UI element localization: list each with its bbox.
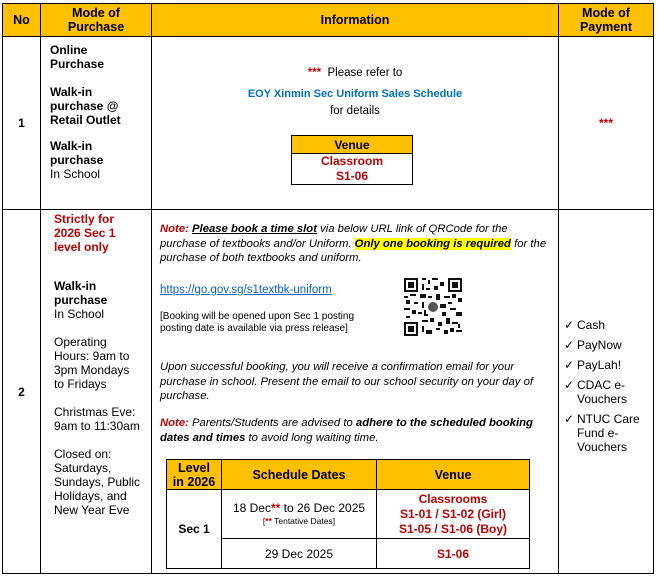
schedule-table bbox=[166, 459, 530, 569]
row2-note1-end: for the purchase of both textbooks and uniform. bbox=[160, 237, 547, 264]
row2-note1-rest: via below URL link of QRCode for the purchase of textbooks and/or Uniform. bbox=[160, 223, 508, 250]
row1-mode-walkin-sub: In School bbox=[50, 167, 101, 181]
payment-cash bbox=[564, 318, 649, 332]
qr-code-icon[interactable] bbox=[404, 278, 462, 336]
check-icon: ✓ bbox=[564, 378, 575, 392]
check-icon: ✓ bbox=[564, 338, 575, 352]
row2-note1-highlight: Only one booking is required bbox=[354, 237, 511, 250]
row2-note2 bbox=[160, 416, 552, 445]
sched-row1-stars: ** bbox=[270, 501, 281, 515]
header-no bbox=[2, 3, 41, 37]
sched-row1-venue1: Classrooms bbox=[418, 491, 488, 506]
row1-venue-line1: Classroom bbox=[320, 154, 384, 168]
sched-header-dates-text: Schedule Dates bbox=[252, 467, 346, 482]
sched-tentative-text: Tentative Dates] bbox=[271, 516, 336, 526]
row2-modes-cell bbox=[40, 209, 152, 574]
row2-operating: Operating Hours: 9am to 3pm Mondays to Fridays bbox=[54, 335, 130, 391]
sched-tentative-stars: ** bbox=[265, 516, 272, 526]
sched-row1-date-b: to 26 Dec 2025 bbox=[280, 501, 366, 515]
row2-walkin-sub: In School bbox=[54, 307, 105, 321]
row1-stars: *** bbox=[307, 67, 322, 79]
row2-no-cell bbox=[2, 209, 41, 574]
row2-note1 bbox=[160, 222, 552, 266]
check-icon: ✓ bbox=[564, 318, 575, 332]
row2-confirmation: Upon successful booking, you will receive a confirmation email for your purchase in school. Present the email to our school security on your day of purchase. bbox=[160, 361, 533, 402]
sched-header-venue bbox=[377, 460, 530, 490]
row1-no: 1 bbox=[18, 116, 25, 130]
row1-info-cell bbox=[151, 36, 559, 210]
payment-cash-label: Cash bbox=[577, 318, 606, 332]
row1-venue-header bbox=[292, 136, 412, 154]
header-information bbox=[151, 3, 559, 37]
row2-payment-cell bbox=[558, 209, 654, 574]
header-mode-of-payment-text: Mode of Payment bbox=[579, 6, 633, 34]
payment-paylah-label: PayLah! bbox=[577, 358, 622, 372]
row2-booking-url[interactable]: https://go.gov.sg/s1textbk-uniform bbox=[160, 284, 332, 296]
row1-refer-text: Please refer to bbox=[327, 67, 403, 79]
sched-header-dates bbox=[222, 460, 377, 490]
row1-payment-cell bbox=[558, 36, 654, 210]
check-icon: ✓ bbox=[564, 412, 575, 426]
sched-header-level bbox=[167, 460, 222, 490]
row2-info-cell bbox=[151, 209, 559, 574]
row1-venue-header-text: Venue bbox=[334, 137, 370, 152]
row2-walkin-title: Walk-in purchase bbox=[54, 279, 108, 307]
row1-for-details: for details bbox=[330, 105, 380, 117]
row2-note1-label: Note: bbox=[160, 223, 189, 235]
sched-header-venue-text: Venue bbox=[434, 467, 472, 482]
sched-tentative-open: [ bbox=[262, 516, 266, 526]
row2-no: 2 bbox=[18, 384, 25, 399]
row1-payment: *** bbox=[598, 116, 613, 130]
header-information-text: Information bbox=[320, 13, 390, 27]
row2-christmas: Christmas Eve: 9am to 11:30am bbox=[54, 405, 140, 433]
row1-schedule-link[interactable]: EOY Xinmin Sec Uniform Sales Schedule bbox=[247, 88, 463, 100]
sched-level: Sec 1 bbox=[167, 490, 222, 569]
header-mode-of-payment bbox=[558, 3, 654, 37]
row1-mode-walkin: Walk-in purchase bbox=[50, 139, 104, 167]
sched-row2-date: 29 Dec 2025 bbox=[222, 539, 377, 569]
row2-closed: Closed on: Saturdays, Sundays, Public Holidays, and New Year Eve bbox=[54, 447, 141, 517]
sched-row1-dates bbox=[222, 490, 377, 539]
header-no-text: No bbox=[13, 13, 30, 27]
row2-note2-label: Note: bbox=[160, 417, 189, 429]
row1-mode-online: Online Purchase bbox=[50, 43, 105, 71]
row2-booking-note: [Booking will be opened upon Sec 1 posting posting date is available via press release] bbox=[160, 311, 355, 334]
row1-modes-cell bbox=[40, 36, 152, 210]
header-mode-of-purchase bbox=[40, 3, 152, 37]
header-mode-of-purchase-text: Mode of Purchase bbox=[67, 6, 125, 34]
payment-cdac-label: CDAC e-Vouchers bbox=[577, 378, 628, 406]
check-icon: ✓ bbox=[564, 358, 575, 372]
payment-paynow bbox=[564, 338, 649, 352]
sched-row2-venue: S1-06 bbox=[377, 539, 530, 569]
sched-row1-venue2: S1-01 / S1-02 (Girl) bbox=[399, 506, 507, 521]
payment-paynow-label: PayNow bbox=[577, 338, 622, 352]
sched-row1-venue bbox=[377, 490, 530, 539]
sched-header-level-text: Level in 2026 bbox=[172, 460, 216, 489]
row1-refer-line bbox=[152, 67, 558, 79]
row2-note2-b: adhere to the scheduled booking dates and times bbox=[160, 417, 533, 444]
row2-note2-a: Parents/Students are advised to bbox=[188, 417, 356, 429]
row2-strict-line: Strictly for 2026 Sec 1 level only bbox=[54, 212, 116, 254]
payment-ntuc-label: NTUC Care Fund e-Vouchers bbox=[577, 412, 640, 454]
row2-note2-c: to avoid long waiting time. bbox=[245, 431, 379, 444]
payment-cdac bbox=[564, 378, 649, 406]
payment-ntuc bbox=[564, 412, 649, 454]
row2-note1-underlined: Please book a time slot bbox=[192, 223, 317, 235]
payment-paylah bbox=[564, 358, 649, 372]
row1-no-cell bbox=[2, 36, 41, 210]
sched-row1-venue3: S1-05 / S1-06 (Boy) bbox=[398, 521, 508, 536]
row1-mode-retail: Walk-in purchase @ Retail Outlet bbox=[50, 85, 121, 127]
row1-venue-box bbox=[291, 135, 413, 185]
sched-row1-date-a: 18 Dec bbox=[232, 501, 271, 515]
row1-venue-line2: S1-06 bbox=[335, 169, 369, 183]
